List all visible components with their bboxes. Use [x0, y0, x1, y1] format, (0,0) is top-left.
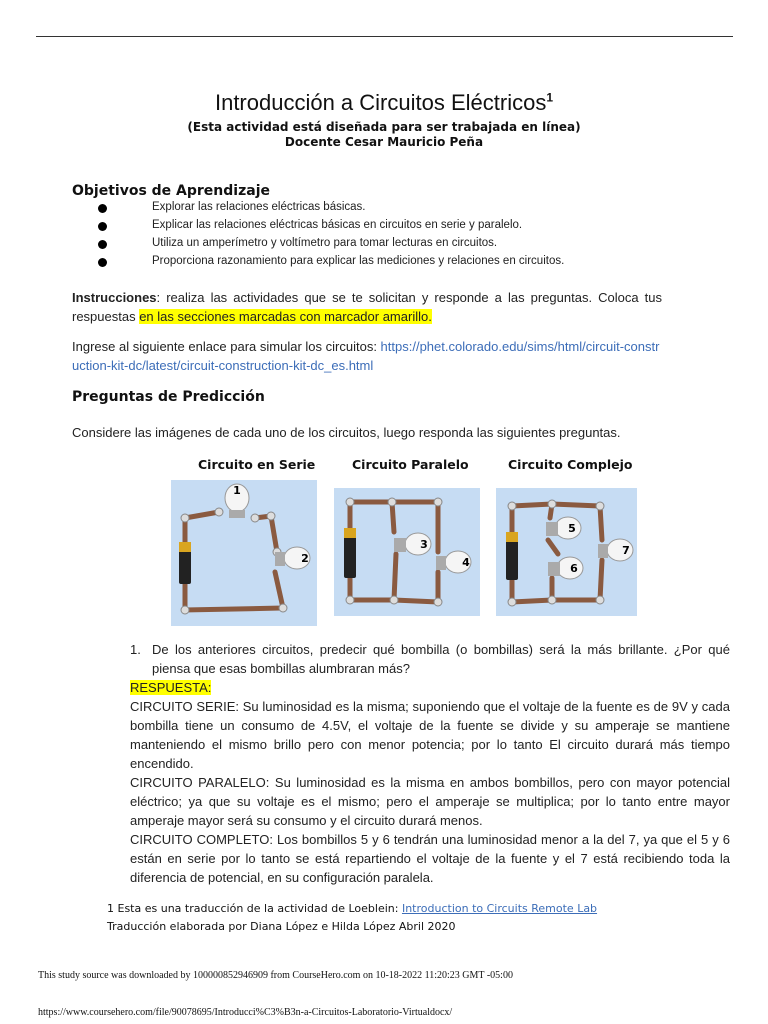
list-item: Explorar las relaciones eléctricas básicas. [72, 200, 692, 218]
footnote [107, 900, 597, 936]
prediction-intro: Considere las imágenes de cada uno de los circuitos, luego responda las siguientes preguntas. [72, 425, 621, 440]
page-title: Introducción a Circuitos Eléctricos$^1$ [214, 90, 554, 115]
footnote-line-1: 1 Esta es una traducción de la actividad de Loeblein: Introduction to Circuits Remote Lab [107, 902, 598, 915]
complex-circuit-image [496, 488, 637, 616]
footnote-line-2: Traducción elaborada por Diana López e Hilda López Abril 2020 [107, 920, 456, 933]
bullet-icon [98, 240, 107, 249]
question-number: 1. [130, 642, 141, 657]
list-item: Explicar las relaciones eléctricas básicas en circuitos en serie y paralelo. [72, 218, 692, 236]
simulation-link-paragraph: Ingrese al siguiente enlace para simular los circuitos: https://phet.colorado.edu/sims/html/circuit-construction-kit-dc/latest/circuit-construction-kit-dc_es.html [72, 339, 660, 373]
bulb-6-icon [548, 557, 583, 579]
loeblein-link[interactable]: Introduction to Circuits Remote Lab [401, 902, 598, 915]
bulb-label: 4 [462, 556, 470, 569]
instructions-label: Instrucciones [72, 290, 157, 305]
bulb-label: 6 [570, 562, 578, 575]
objectives-list [72, 200, 692, 272]
title-footnote-mark: 1 [546, 90, 554, 105]
objectives-heading: Objetivos de Aprendizaje [72, 183, 270, 199]
label-paralelo: Circuito Paralelo [352, 457, 469, 472]
label-complejo: Circuito Complejo [508, 457, 633, 472]
bulb-4-icon [436, 551, 471, 573]
bulb-7-icon [598, 539, 633, 561]
bulb-label: 3 [420, 538, 428, 551]
phet-link[interactable]: https://phet.colorado.edu/sims/html/circuit-construction-kit-dc/latest/circuit-construction-kit-dc_es.html [72, 339, 660, 373]
question-text: De los anteriores circuitos, predecir qué bombilla (o bombillas) será la más brillante. ¿Por qué piensa que esas bombillas alumbraran más? [152, 642, 730, 676]
answer-completo: CIRCUITO COMPLETO: Los bombillos 5 y 6 tendrán una luminosidad menor a la del 7, ya que el 5 y 6 están en serie por lo tanto se está repartiendo el voltaje de la fuente y el 7 está recibiendo toda la diferencia de potencial, en su configuración paralela. [130, 832, 730, 885]
answer-paralelo: CIRCUITO PARALELO: Su luminosidad es la misma en ambos bombillos, pero con mayor potencial eléctrico; ya que su voltaje es el mismo; pero el amperaje se multiplica; por lo tanto entre mayor amperaje mayor será su consumo y el circuito durará menos. [130, 775, 730, 828]
highlight-text: en las secciones marcadas con marcador amarillo. [139, 309, 432, 324]
parallel-circuit-image [334, 488, 480, 616]
series-circuit-image [171, 480, 317, 626]
label-serie: Circuito en Serie [198, 457, 316, 472]
bullet-icon [98, 258, 107, 267]
answer-section [130, 678, 730, 887]
prediction-heading: Preguntas de Predicción [72, 389, 265, 405]
bulb-label: 1 [233, 484, 241, 497]
list-item: Utiliza un amperímetro y voltímetro para tomar lecturas en circuitos. [72, 236, 692, 254]
bullet-icon [98, 204, 107, 213]
instructions-paragraph: Instrucciones: realiza las actividades que se te solicitan y responde a las preguntas. Coloca tus respuestas en las secciones marcadas con marcador amarillo. [72, 290, 662, 324]
source-url[interactable]: https://www.coursehero.com/file/90078695/Introducci%C3%B3n-a-Circuitos-Laboratorio-Virtualdocx/ [38, 1007, 453, 1018]
bullet-icon [98, 222, 107, 231]
question-1 [130, 640, 730, 678]
bulb-3-icon [394, 533, 431, 555]
bulb-label: 7 [622, 544, 630, 557]
top-rule [36, 36, 733, 37]
list-item: Proporciona razonamiento para explicar las mediciones y relaciones en circuitos. [72, 254, 692, 272]
bulb-label: 2 [301, 552, 309, 565]
answer-label: RESPUESTA: [130, 680, 212, 695]
bulb-1-icon [225, 484, 249, 518]
subtitle-teacher: Docente Cesar Mauricio Peña [284, 135, 484, 149]
bulb-label: 5 [568, 522, 576, 535]
subtitle-online: (Esta actividad está diseñada para ser trabajada en línea) [187, 120, 581, 134]
answer-serie: CIRCUITO SERIE: Su luminosidad es la misma; suponiendo que el voltaje de la fuente es de 9V y cada bombilla tiene un consumo de 4.5V, el voltaje de la fuente se divide y su amperaje se mantiene manteniendo el mismo brillo pero con menor potencia; por lo tanto El circuito durará más tiempo encendido. [130, 699, 730, 771]
source-note: This study source was downloaded by 100000852946909 from CourseHero.com on 10-18-2022 11:20:23 GMT -05:00 [38, 970, 513, 981]
bulb-5-icon [546, 517, 581, 539]
